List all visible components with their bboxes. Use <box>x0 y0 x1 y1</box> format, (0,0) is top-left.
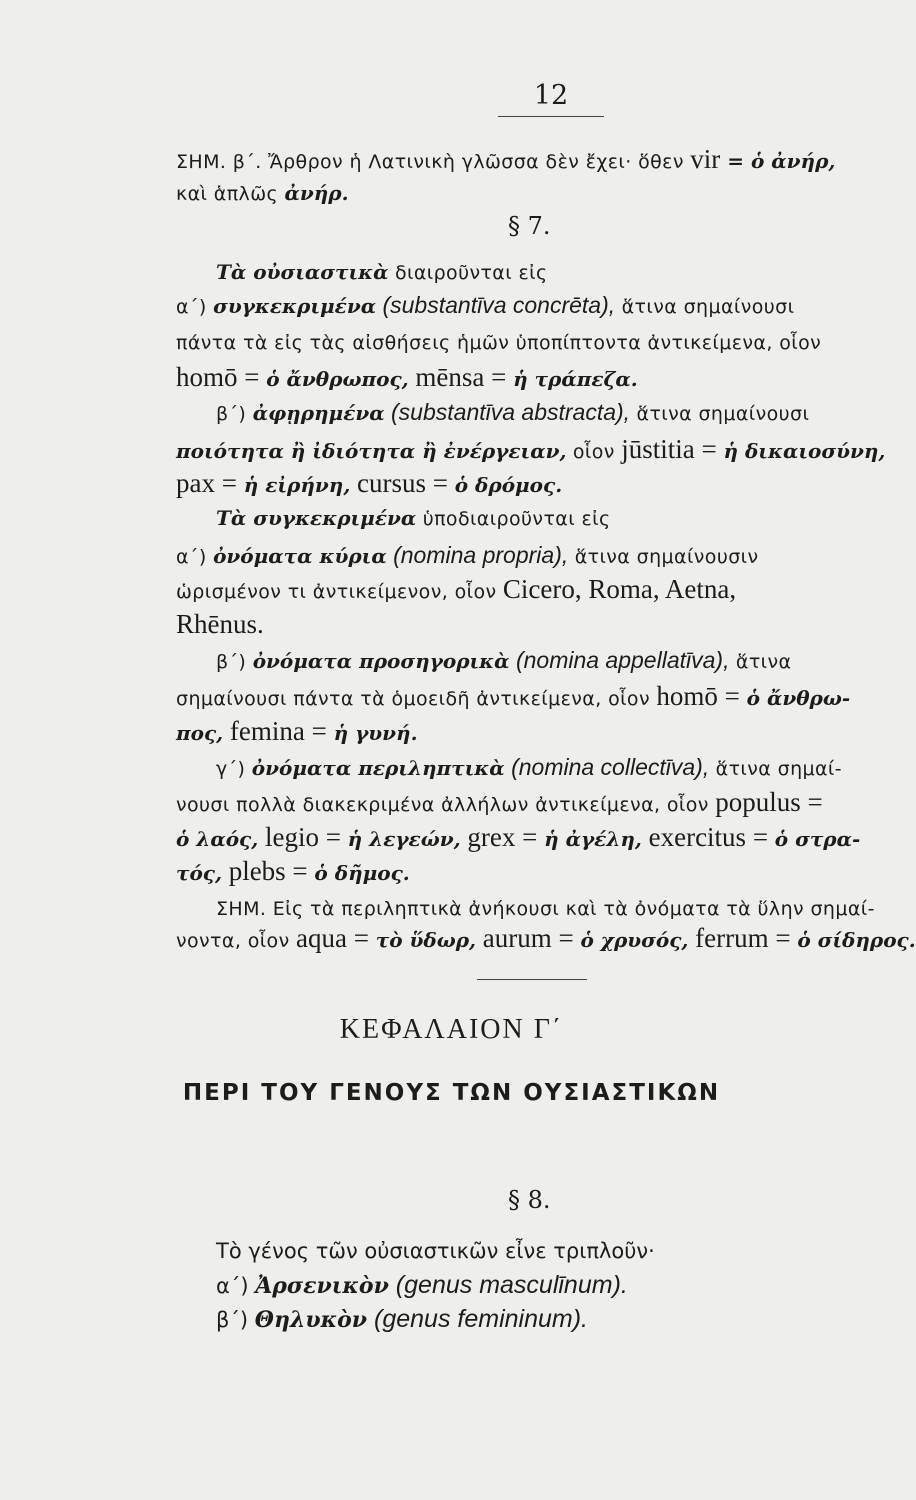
text-line <box>216 645 791 677</box>
text-span: ὁ σίδηρος. <box>797 928 916 952</box>
text-line <box>176 856 410 888</box>
text-span: Ἀρσενικὸν <box>255 1273 389 1299</box>
text-span: β΄) <box>216 651 253 673</box>
text-span: πάντα τὰ εἰς τὰς αἰσθήσεις ἡμῶν ὑποπίπτοντα ἀντικείμενα, οἷον <box>176 332 822 354</box>
text-span: Rhēnus. <box>176 609 264 639</box>
text-span: Θηλυκὸν <box>254 1307 368 1333</box>
text-line <box>216 752 842 784</box>
chapter-title: ΚΕΦΑΛΑΙΟΝ Γ΄ <box>339 1014 564 1045</box>
text-span: mēnsa = <box>408 362 514 392</box>
text-span: ἅτινα <box>729 651 792 673</box>
text-span: (nomina appellatīva), <box>509 647 730 673</box>
text-span: pax = <box>176 468 244 498</box>
text-span: ΣΗΜ. Εἰς τὰ περιληπτικὰ ἀνήκουσι καὶ τὰ ὀνόματα τὰ ὕλην σημαί- <box>216 898 875 920</box>
text-span: νουσι πολλὰ διακεκριμένα ἀλλήλων ἀντικείμενα, οἷον <box>176 794 716 816</box>
text-span: ΣΗΜ. β΄. Ἄρθρον ἡ Λατινικὴ γλῶσσα δὲν ἔχει· ὅθεν <box>176 151 691 173</box>
text-span: ὀνόματα κύρια <box>213 544 387 568</box>
text-span: Cicero, Roma, Aetna, <box>502 574 737 604</box>
text-span: ἡ λεγεών, <box>347 827 461 851</box>
text-span: aqua = <box>296 923 376 953</box>
text-line <box>176 681 850 714</box>
text-span: vir <box>690 144 721 174</box>
text-span: ποιότητα ἢ ἰδιότητα ἢ ἐνέργειαν, <box>176 439 567 463</box>
separator-rule <box>477 979 587 980</box>
text-span: ἅτινα σημαίνουσι <box>630 403 810 425</box>
text-span: legio = <box>258 822 348 852</box>
text-line <box>176 468 562 500</box>
note-line <box>176 923 916 956</box>
text-span: διαιροῦνται εἰς <box>388 262 548 284</box>
text-span: (substantīva abstracta), <box>384 399 631 425</box>
chapter-subtitle: ΠΕΡΙ ΤΟΥ ΓΕΝΟΥΣ ΤΩΝ ΟΥΣΙΑΣΤΙΚΩΝ <box>182 1080 721 1106</box>
text-span: Τὰ συγκεκριμένα <box>216 506 417 530</box>
text-line <box>176 716 418 748</box>
text-span: τὸ ὕδωρ, <box>375 928 477 952</box>
text-span: ὀνόματα προσηγορικὰ <box>252 649 510 673</box>
note-line <box>216 893 875 924</box>
text-span: (genus femininum). <box>367 1305 588 1333</box>
text-line <box>176 822 860 854</box>
text-span: populus = <box>715 787 823 817</box>
text-span: οἷον <box>566 441 622 463</box>
text-span: ferrum = <box>688 923 798 953</box>
text-line <box>176 434 885 467</box>
text-span: συγκεκριμένα <box>213 294 377 318</box>
text-span: ἡ ἀγέλη, <box>544 827 642 851</box>
text-span: ὑποδιαιροῦνται εἰς <box>416 508 611 530</box>
text-line <box>176 327 821 358</box>
text-span: ἡ γυνή. <box>333 721 418 745</box>
text-line <box>176 290 794 322</box>
text-span: τός, <box>176 861 222 885</box>
text-span: ἡ δικαιοσύνη, <box>723 439 886 463</box>
text-line <box>216 397 809 429</box>
text-span: ἅτινα σημαίνουσι <box>615 296 795 318</box>
text-span: exercitus = <box>641 822 775 852</box>
text-span: ὁ δρόμος. <box>454 473 563 497</box>
section-8-heading: § 8. <box>508 1186 551 1214</box>
text-span: β΄) <box>216 1308 255 1332</box>
text-span: (nomina propria), <box>386 542 569 568</box>
text-line <box>216 1236 655 1266</box>
text-line <box>216 257 548 288</box>
text-span: ὡρισμένον τι ἀντικείμενον, οἷον <box>176 581 503 603</box>
text-span: = ὁ ἀνήρ, <box>720 149 836 173</box>
text-span: σημαίνουσι πάντα τὰ ὁμοειδῆ ἀντικείμενα, οἷον <box>176 688 657 710</box>
text-span: νοντα, οἷον <box>176 930 297 952</box>
text-span: jūstitia = <box>621 434 724 464</box>
text-line <box>216 503 611 534</box>
text-line <box>176 178 349 209</box>
text-line <box>176 362 638 394</box>
text-span: femina = <box>223 716 334 746</box>
text-span: aurum = <box>476 923 581 953</box>
text-span: καὶ ἁπλῶς <box>176 183 285 205</box>
text-span: ἡ εἰρήνη, <box>243 473 351 497</box>
text-span: ἅτινα σημαί- <box>709 758 843 780</box>
text-line <box>176 144 835 177</box>
text-line <box>216 1270 628 1301</box>
text-span: πος, <box>176 721 224 745</box>
text-line <box>216 1304 588 1335</box>
text-line <box>176 574 736 607</box>
text-span: α΄) <box>176 546 214 568</box>
text-span: Τὰ οὐσιαστικὰ <box>216 260 389 284</box>
text-span: Τὸ γένος τῶν οὐσιαστικῶν εἶνε τριπλοῦν· <box>216 1239 655 1263</box>
text-span: ὁ δῆμος. <box>314 861 410 885</box>
text-span: ὁ λαός, <box>176 827 259 851</box>
text-line <box>176 787 823 820</box>
text-span: plebs = <box>221 856 315 886</box>
text-span: ὁ ἄνθρω- <box>746 686 851 710</box>
text-span: ἅτινα σημαίνουσιν <box>568 546 759 568</box>
text-line <box>176 540 759 572</box>
text-span: γ΄) <box>216 758 252 780</box>
text-span: (genus masculīnum). <box>388 1271 628 1299</box>
text-span: α΄) <box>216 1274 256 1298</box>
text-span: ἡ τράπεζα. <box>513 367 638 391</box>
text-span: ἀφῃρημένα <box>252 401 385 425</box>
text-span: homō = <box>656 681 747 711</box>
text-span: ὁ χρυσός, <box>580 928 689 952</box>
text-span: β΄) <box>216 403 253 425</box>
text-span: homō = <box>176 362 267 392</box>
text-span: ἀνήρ. <box>284 181 349 205</box>
text-span: ὀνόματα περιληπτικὰ <box>251 756 505 780</box>
section-7-heading: § 7. <box>508 212 551 240</box>
text-line <box>176 609 264 641</box>
text-span: grex = <box>460 822 545 852</box>
text-span: (nomina collectīva), <box>504 754 710 780</box>
text-span: ὁ ἄνθρωπος, <box>266 367 409 391</box>
text-span: α΄) <box>176 296 214 318</box>
text-span: cursus = <box>350 468 455 498</box>
page-number: 12 <box>498 76 604 117</box>
text-span: (substantīva concrēta), <box>376 292 616 318</box>
text-span: ὁ στρα- <box>774 827 861 851</box>
